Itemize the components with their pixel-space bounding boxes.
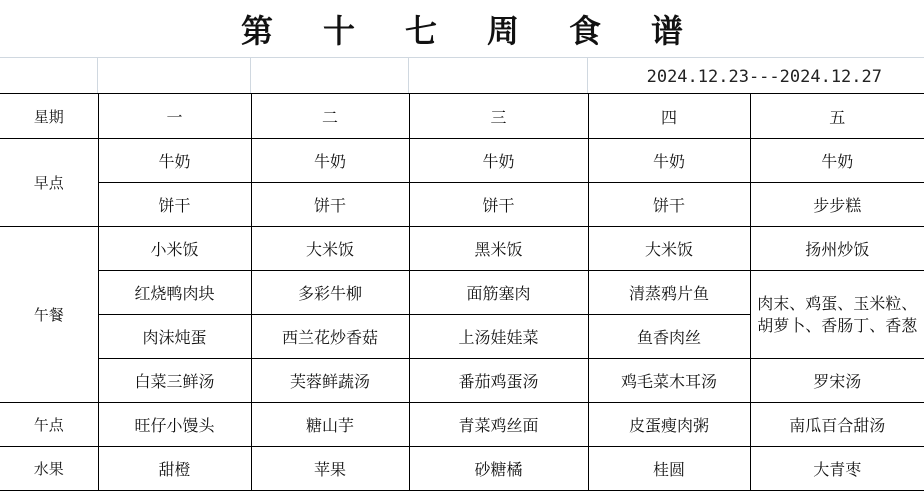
menu-cell: 小米饭 [98, 227, 251, 271]
grid-cell [98, 57, 251, 93]
menu-cell: 上汤娃娃菜 [409, 315, 588, 359]
date-row [0, 57, 924, 93]
menu-cell: 牛奶 [750, 139, 924, 183]
fruit-row [0, 447, 924, 491]
weekday-fri: 五 [750, 94, 924, 139]
fruit-label: 水果 [0, 447, 98, 491]
menu-cell: 饼干 [251, 183, 409, 227]
menu-cell: 桂圆 [588, 447, 750, 491]
menu-cell: 西兰花炒香菇 [251, 315, 409, 359]
menu-cell: 面筋塞肉 [409, 271, 588, 315]
menu-cell: 鱼香肉丝 [588, 315, 750, 359]
menu-cell: 扬州炒饭 [750, 227, 924, 271]
menu-cell: 清蒸鸦片鱼 [588, 271, 750, 315]
breakfast-label: 早点 [0, 139, 98, 227]
menu-cell: 大青枣 [750, 447, 924, 491]
menu-cell: 砂糖橘 [409, 447, 588, 491]
menu-cell: 番茄鸡蛋汤 [409, 359, 588, 403]
menu-cell: 红烧鸭肉块 [98, 271, 251, 315]
menu-cell: 饼干 [98, 183, 251, 227]
grid-cell [409, 57, 588, 93]
menu-title [0, 0, 924, 58]
menu-cell: 旺仔小馒头 [98, 403, 251, 447]
weekday-tue: 二 [251, 94, 409, 139]
menu-cell: 饼干 [588, 183, 750, 227]
menu-cell: 大米饭 [588, 227, 750, 271]
weekday-thu: 四 [588, 94, 750, 139]
menu-cell: 苹果 [251, 447, 409, 491]
menu-cell: 牛奶 [251, 139, 409, 183]
menu-cell: 大米饭 [251, 227, 409, 271]
menu-cell: 饼干 [409, 183, 588, 227]
lunch-label: 午餐 [0, 227, 98, 403]
friday-main-dish [750, 271, 924, 359]
weekday-wed: 三 [409, 94, 588, 139]
menu-cell: 牛奶 [98, 139, 251, 183]
lunch-row [0, 271, 924, 315]
snack-row [0, 403, 924, 447]
snack-label: 午点 [0, 403, 98, 447]
grid-cell [251, 57, 409, 93]
menu-cell: 青菜鸡丝面 [409, 403, 588, 447]
menu-cell: 甜橙 [98, 447, 251, 491]
menu-cell: 肉沫炖蛋 [98, 315, 251, 359]
menu-cell: 鸡毛菜木耳汤 [588, 359, 750, 403]
menu-table [0, 93, 924, 491]
menu-cell: 芙蓉鲜蔬汤 [251, 359, 409, 403]
lunch-row [0, 227, 924, 271]
menu-cell: 多彩牛柳 [251, 271, 409, 315]
date-range: 2024.12.23---2024.12.27 [646, 67, 882, 87]
menu-cell: 糖山芋 [251, 403, 409, 447]
menu-cell: 南瓜百合甜汤 [750, 403, 924, 447]
weekday-mon: 一 [98, 94, 251, 139]
lunch-row [0, 359, 924, 403]
menu-cell: 步步糕 [750, 183, 924, 227]
menu-cell: 牛奶 [409, 139, 588, 183]
menu-cell: 白菜三鲜汤 [98, 359, 251, 403]
menu-cell: 牛奶 [588, 139, 750, 183]
breakfast-row [0, 183, 924, 227]
breakfast-row [0, 139, 924, 183]
menu-cell: 黑米饭 [409, 227, 588, 271]
menu-cell: 罗宋汤 [750, 359, 924, 403]
friday-main-dish-text: 肉末、鸡蛋、玉米粒、胡萝卜、香肠丁、香葱 [757, 293, 918, 335]
grid-cell [0, 57, 98, 93]
menu-title-text: 第十七周食谱 [240, 11, 733, 50]
weekday-header-row [0, 94, 924, 139]
menu-cell: 皮蛋瘦肉粥 [588, 403, 750, 447]
weekday-label: 星期 [0, 94, 98, 139]
